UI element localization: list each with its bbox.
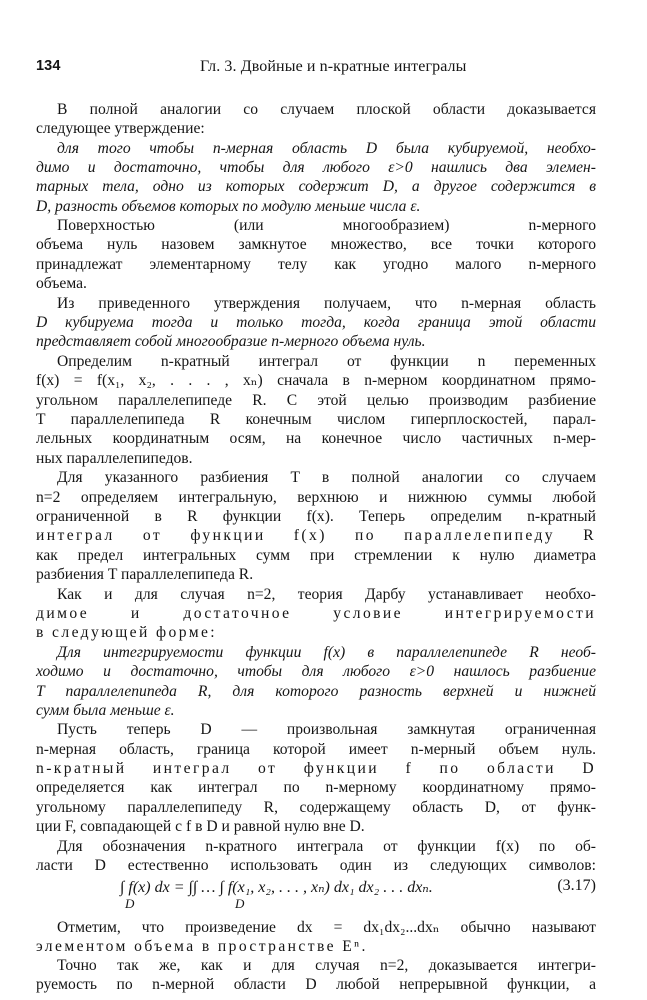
text-line: угольному параллелепипеду R, содержащему область D, от функ-	[36, 799, 596, 816]
text-line: ласти D естественно использовать один из следующих символов:	[36, 857, 596, 874]
page-number: 134	[36, 58, 61, 74]
equation-domain-left: D	[125, 896, 135, 911]
text-line: угольном параллелепипеде R. С этой целью производим разбиение	[36, 392, 596, 409]
text-line: Пусть теперь D — произвольная замкнутая ограниченная	[57, 721, 596, 738]
text-line: Для обозначения n-кратного интеграла от функции f(x) по об-	[57, 838, 596, 855]
text-line: ходимо и достаточно, чтобы для любого ε>0 нашлось разбиение	[36, 663, 596, 680]
text-line: ограниченной в R функции f(x). Теперь определим n-кратный	[36, 508, 596, 525]
text-line: Точно так же, как и для случая n=2, доказывается интегри-	[57, 957, 596, 974]
text-line: объема нуль назовем замкнутое множество, все точки которого	[36, 236, 596, 253]
text-line: Из приведенного утверждения получаем, что n-мерная область	[57, 295, 596, 312]
text-line: Поверхностью (или многообразием) n-мерного	[57, 217, 596, 234]
text-line: интеграл от функции f(x) по параллелепипеду R	[36, 527, 596, 544]
text-line: n=2 определяем интегральную, верхнюю и нижнюю суммы любой	[36, 489, 596, 506]
text-line: объема.	[36, 275, 87, 292]
text-line: f(x) = f(x₁, x₂, . . . , xₙ) сначала в n-мерном координатном прямо-	[36, 372, 596, 389]
text-line: сумм была меньше ε.	[36, 702, 175, 719]
text-line: следующее утверждение:	[36, 120, 205, 137]
text-line: Для интегрируемости функции f(x) в параллелепипеде R необ-	[57, 644, 596, 661]
text-line: определяется как интеграл по n-мерному координатному прямо-	[36, 779, 596, 796]
text-line: n-кратный интеграл от функции f по области D	[36, 760, 596, 777]
text-line: T параллелепипеда R конечным числом гиперплоскостей, парал-	[36, 411, 596, 428]
text-line: руемость по n-мерной области D любой непрерывной функции, а	[36, 976, 596, 993]
text-line: ции F, совпадающей с f в D и равной нулю вне D.	[36, 818, 365, 835]
text-line: как предел интегральных сумм при стремлении к нулю диаметра	[36, 547, 596, 564]
text-line: Как и для случая n=2, теория Дарбу устанавливает необхо-	[57, 586, 596, 603]
equation-domain-right: D	[235, 896, 245, 911]
text-line: Для указанного разбиения T в полной аналогии со случаем	[57, 469, 596, 486]
text-line: димо и достаточно, чтобы для любого ε>0 нашлись два элемен-	[36, 159, 596, 176]
text-line: n-мерная область, граница которой имеет n-мерный объем нуль.	[36, 741, 596, 758]
chapter-title: Гл. 3. Двойные и n-кратные интегралы	[200, 58, 467, 75]
text-line: ных параллелепипедов.	[36, 450, 193, 467]
equation-body: ∫ f(x) dx = ∫∫ … ∫ f(x₁, x₂, . . . , xₙ) dx₁ dx₂ . . . dxₙ.	[120, 879, 433, 896]
text-line: D кубируема тогда и только тогда, когда граница этой области	[36, 314, 596, 331]
equation-number: (3.17)	[557, 877, 596, 894]
text-line: принадлежат элементарному телу как угодно малого n-мерного	[36, 256, 596, 273]
text-line: Отметим, что произведение dx = dx₁dx₂...dxₙ обычно называют	[57, 919, 596, 936]
text-line: элементом объема в пространстве Eⁿ.	[36, 938, 368, 955]
text-line: в следующей форме:	[36, 624, 218, 641]
text-line: димое и достаточное условие интегрируемости	[36, 605, 596, 622]
text-line: тарных тела, одно из которых содержит D, а другое содержится в	[36, 178, 596, 195]
text-line: разбиения T параллелепипеда R.	[36, 566, 254, 583]
text-line: T параллелепипеда R, для которого разность верхней и нижней	[36, 683, 596, 700]
text-line: D, разность объемов которых по модулю меньше числа ε.	[36, 198, 421, 215]
text-line: лельных координатным осям, на конечное число частичных n-мер-	[36, 430, 596, 447]
text-line: В полной аналогии со случаем плоской области доказывается	[57, 101, 596, 118]
text-line: представляет собой многообразие n-мерного объема нуль.	[36, 333, 426, 350]
text-line: Определим n-кратный интеграл от функции n переменных	[57, 353, 596, 370]
text-line: для того чтобы n-мерная область D была кубируемой, необхо-	[57, 140, 596, 157]
